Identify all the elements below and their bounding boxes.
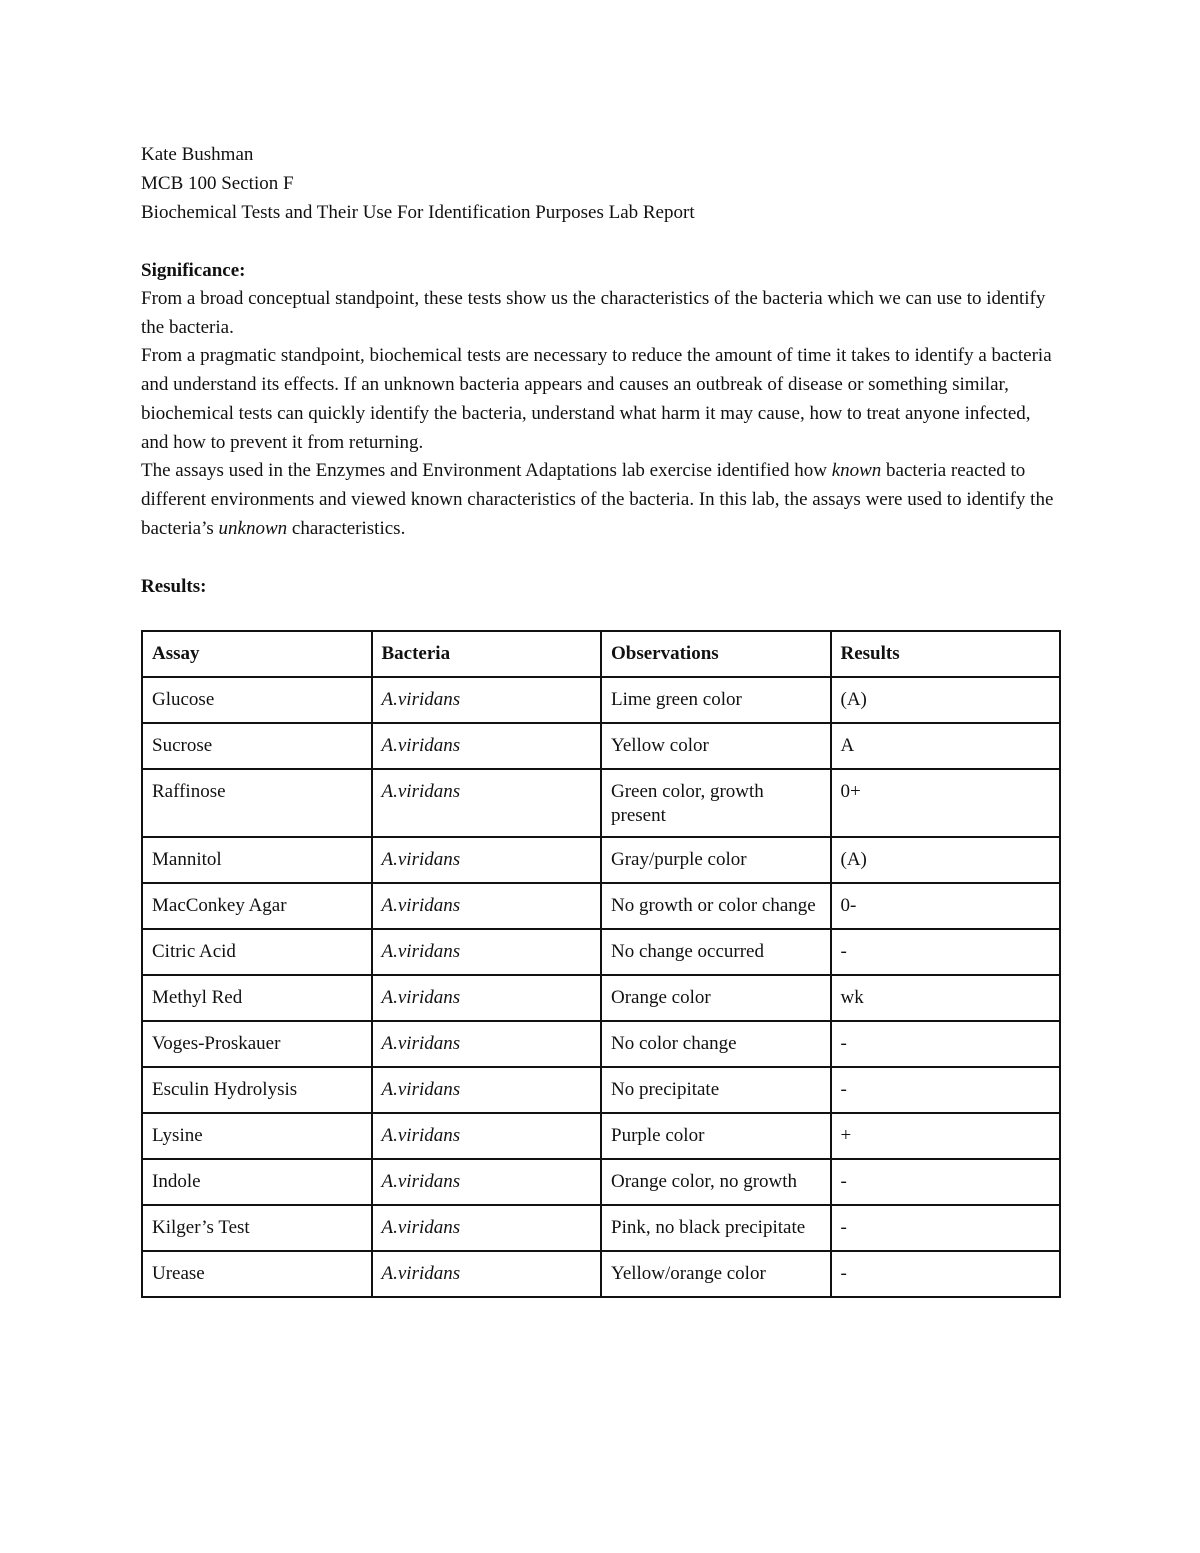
column-header-results: Results (831, 631, 1061, 677)
significance-paragraph-2: From a pragmatic standpoint, biochemical tests are necessary to reduce the amount of time it takes to identify a bacteria and understand its effects. If an unknown bacteria appears and causes an outbreak of disease or something similar, biochemical tests can quickly identify the bacteria, understand what harm it may cause, how to treat anyone infected, and how to prevent it from returning. (141, 345, 1052, 453)
bacteria-cell: A.viridans (372, 1251, 602, 1297)
assay-cell: Glucose (142, 677, 372, 723)
table-row (142, 1113, 1060, 1159)
result-cell: - (831, 1159, 1061, 1205)
observation-cell: Green color, growth present (601, 769, 831, 837)
assay-cell: Kilger’s Test (142, 1205, 372, 1251)
assay-cell: MacConkey Agar (142, 883, 372, 929)
bacteria-cell: A.viridans (372, 723, 602, 769)
bacteria-cell: A.viridans (372, 1113, 602, 1159)
assay-cell: Sucrose (142, 723, 372, 769)
observation-cell: No color change (601, 1021, 831, 1067)
assay-cell: Urease (142, 1251, 372, 1297)
observation-cell: No change occurred (601, 929, 831, 975)
bacteria-cell: A.viridans (372, 677, 602, 723)
bacteria-cell: A.viridans (372, 975, 602, 1021)
result-cell: - (831, 1067, 1061, 1113)
bacteria-cell: A.viridans (372, 1205, 602, 1251)
significance-heading: Significance: (141, 260, 246, 281)
bacteria-cell: A.viridans (372, 769, 602, 837)
spacer (141, 227, 1061, 256)
assay-cell: Citric Acid (142, 929, 372, 975)
bacteria-cell: A.viridans (372, 1021, 602, 1067)
bacteria-cell: A.viridans (372, 1067, 602, 1113)
observation-cell: Purple color (601, 1113, 831, 1159)
observation-cell: No growth or color change (601, 883, 831, 929)
table-row (142, 1159, 1060, 1205)
spacer (141, 543, 1061, 572)
result-cell: A (831, 723, 1061, 769)
table-row (142, 723, 1060, 769)
result-cell: - (831, 929, 1061, 975)
assay-cell: Raffinose (142, 769, 372, 837)
observation-cell: Gray/purple color (601, 837, 831, 883)
result-cell: - (831, 1205, 1061, 1251)
observation-cell: Orange color, no growth (601, 1159, 831, 1205)
author-name: Kate Bushman (141, 144, 254, 165)
result-cell: - (831, 1251, 1061, 1297)
paragraph-3-text-b: bacteria reacted to different environments and viewed known characteristics of the bacteria. In this lab, the assays were used to identify the bacteria’s (141, 460, 1054, 539)
table-row (142, 883, 1060, 929)
result-cell: (A) (831, 837, 1061, 883)
column-header-bacteria: Bacteria (372, 631, 602, 677)
observation-cell: No precipitate (601, 1067, 831, 1113)
table-row (142, 1067, 1060, 1113)
observation-cell: Lime green color (601, 677, 831, 723)
assay-cell: Methyl Red (142, 975, 372, 1021)
result-cell: wk (831, 975, 1061, 1021)
paragraph-3-unknown-emphasis: unknown (218, 517, 288, 539)
paragraph-3-text-c: characteristics. (287, 517, 406, 539)
assay-cell: Esculin Hydrolysis (142, 1067, 372, 1113)
paragraph-3-known-emphasis: known (831, 460, 882, 482)
significance-paragraph-3 (141, 457, 1061, 543)
assay-cell: Voges-Proskauer (142, 1021, 372, 1067)
significance-paragraph-1: From a broad conceptual standpoint, these tests show us the characteristics of the bacteria which we can use to identify the bacteria. (141, 288, 1046, 338)
assay-cell: Mannitol (142, 837, 372, 883)
observation-cell: Orange color (601, 975, 831, 1021)
table-row (142, 677, 1060, 723)
report-title: Biochemical Tests and Their Use For Identification Purposes Lab Report (141, 202, 695, 223)
bacteria-cell: A.viridans (372, 929, 602, 975)
bacteria-cell: A.viridans (372, 883, 602, 929)
course-section: MCB 100 Section F (141, 173, 294, 194)
result-cell: 0+ (831, 769, 1061, 837)
results-table (141, 630, 1061, 1298)
table-row (142, 1205, 1060, 1251)
table-row (142, 975, 1060, 1021)
results-table-body (142, 677, 1060, 1297)
results-table-header-row (142, 631, 1060, 677)
bacteria-cell: A.viridans (372, 1159, 602, 1205)
result-cell: (A) (831, 677, 1061, 723)
observation-cell: Yellow color (601, 723, 831, 769)
table-row (142, 1251, 1060, 1297)
table-row (142, 769, 1060, 837)
table-row (142, 837, 1060, 883)
observation-cell: Yellow/orange color (601, 1251, 831, 1297)
bacteria-cell: A.viridans (372, 837, 602, 883)
table-row (142, 929, 1060, 975)
column-header-assay: Assay (142, 631, 372, 677)
result-cell: 0- (831, 883, 1061, 929)
column-header-observations: Observations (601, 631, 831, 677)
results-heading: Results: (141, 576, 207, 598)
observation-cell: Pink, no black precipitate (601, 1205, 831, 1251)
result-cell: + (831, 1113, 1061, 1159)
assay-cell: Indole (142, 1159, 372, 1205)
document-page (141, 140, 1061, 1298)
table-row (142, 1021, 1060, 1067)
paragraph-3-text-a: The assays used in the Enzymes and Environment Adaptations lab exercise identified how (141, 460, 832, 482)
result-cell: - (831, 1021, 1061, 1067)
assay-cell: Lysine (142, 1113, 372, 1159)
